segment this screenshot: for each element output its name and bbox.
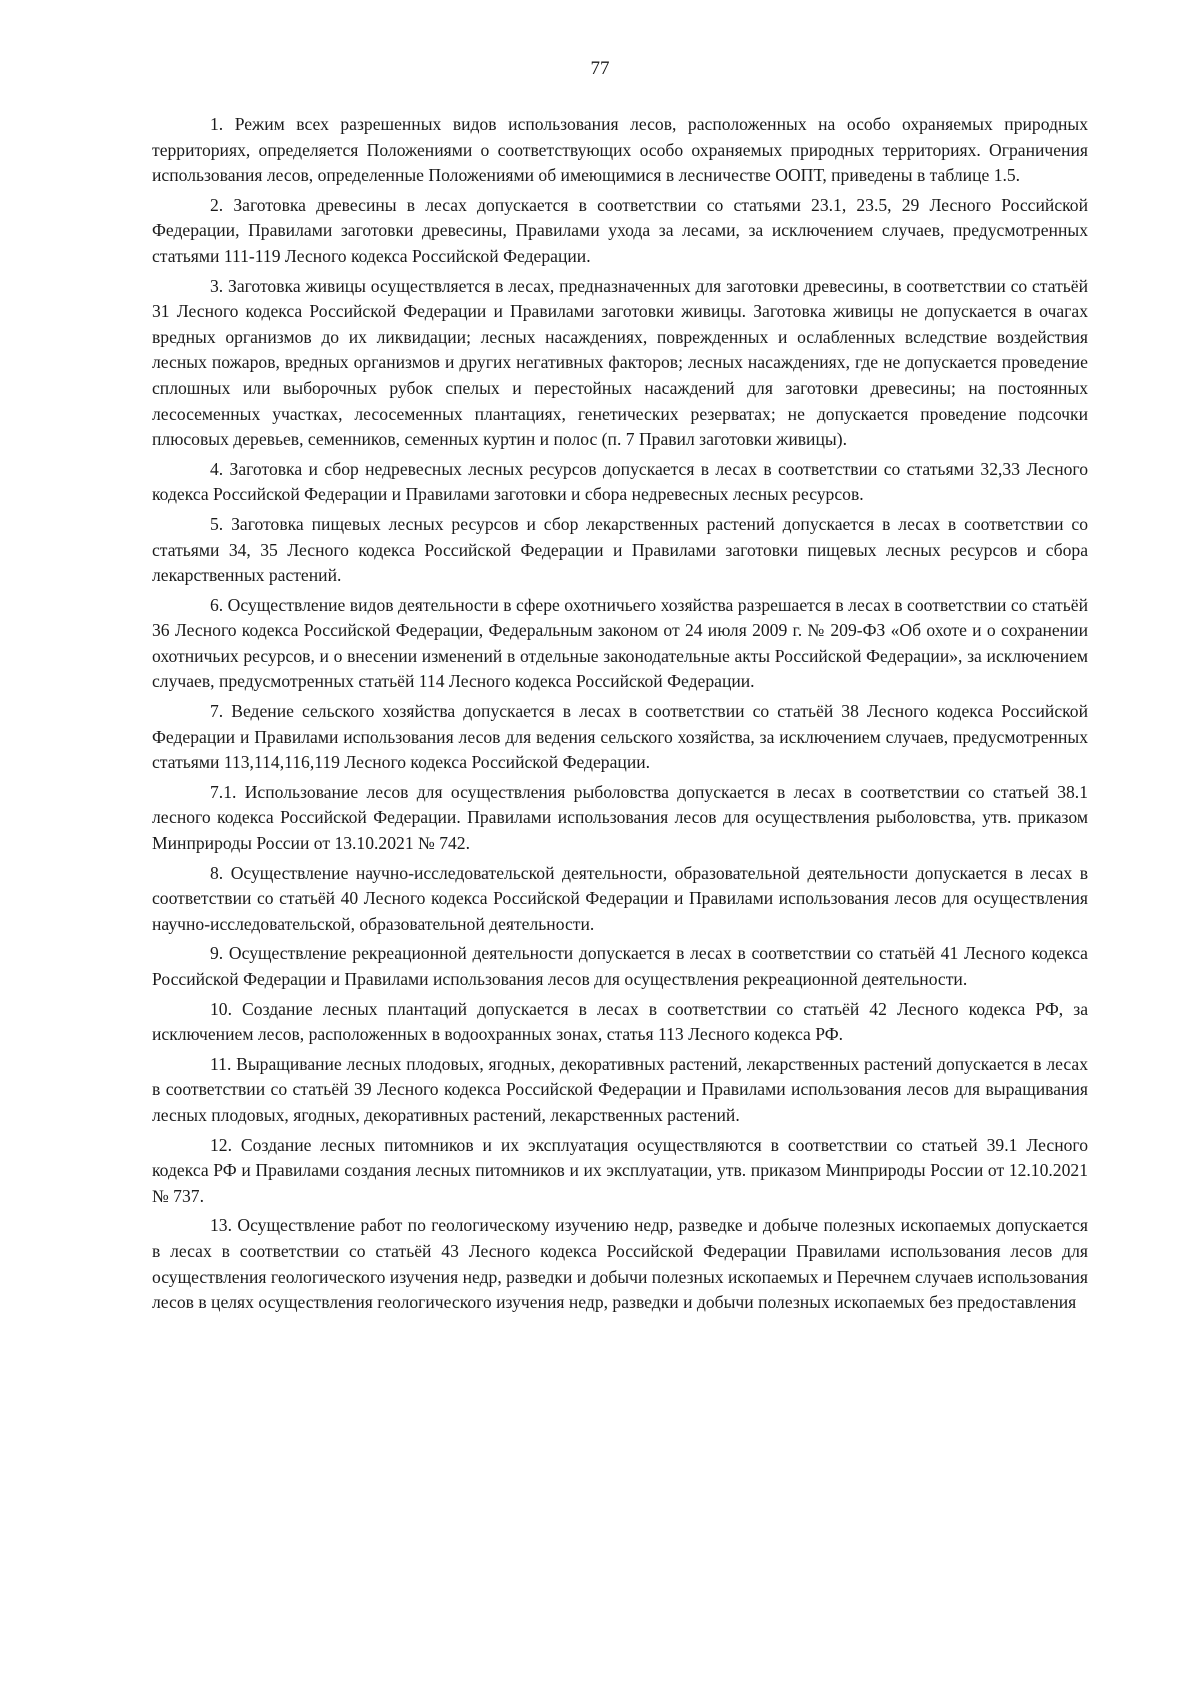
paragraph-10: 10. Создание лесных плантаций допускается в лесах в соответствии со статьёй 42 Лесного кодекса РФ, за исключением лесов, расположенных в водоохранных зонах, статья 113 Лесного кодекса РФ. (152, 998, 1088, 1045)
paragraph-4: 4. Заготовка и сбор недревесных лесных ресурсов допускается в лесах в соответствии со статьями 32,33 Лесного кодекса Российской Федерации и Правилами заготовки и сбора недревесных лесных ресурсов. (152, 458, 1088, 505)
paragraph-9: 9. Осуществление рекреационной деятельности допускается в лесах в соответствии со статьёй 41 Лесного кодекса Российской Федерации и Правилами использования лесов для осуществления рекреационной деятельности. (152, 943, 1088, 989)
paragraph-3: 3. Заготовка живицы осуществляется в лесах, предназначенных для заготовки древесины, в соответствии со статьёй 31 Лесного кодекса Российской Федерации и Правилами заготовки живицы. Заготовка живицы не допускается в очагах вредных организмов до их ликвидации; лесных насаждениях, поврежденных и ослабленных вследствие воздействия лесных пожаров, вредных организмов и других негативных факторов; лесных насаждениях, где не допускается проведение сплошных или выборочных рубок спелых и перестойных насаждений для заготовки древесины; на постоянных лесосеменных участках, лесосеменных плантациях, генетических резерватах; не допускается проведение подсочки плюсовых деревьев, семенников, семенных куртин и полос (п. 7 Правил заготовки живицы). (152, 275, 1088, 450)
paragraph-1: 1. Режим всех разрешенных видов использования лесов, расположенных на особо охраняемых природных территориях, определяется Положениями о соответствующих особо охраняемых природных территориях. Ограничения использования лесов, определенные Положениями об имеющимися в лесничестве ООПТ, приведены в таблице 1.5. (152, 114, 1088, 186)
paragraph-2: 2. Заготовка древесины в лесах допускается в соответствии со статьями 23.1, 23.5, 29 Лесного Российской Федерации, Правилами заготовки древесины, Правилами ухода за лесами, за исключением случаев, предусмотренных статьями 111-119 Лесного кодекса Российской Федерации. (152, 194, 1088, 266)
paragraph-12: 12. Создание лесных питомников и их эксплуатация осуществляются в соответствии со статьей 39.1 Лесного кодекса РФ и Правилами создания лесных питомников и их эксплуатации, утв. приказом Минприроды России от 12.10.2021 № 737. (152, 1134, 1088, 1206)
document-body (152, 112, 1088, 1320)
paragraph-11: 11. Выращивание лесных плодовых, ягодных, декоративных растений, лекарственных растений допускается в лесах в соответствии со статьёй 39 Лесного кодекса Российской Федерации и Правилами использования лесов для выращивания лесных плодовых, ягодных, декоративных растений, лекарственных растений. (152, 1053, 1088, 1125)
page-number: 77 (590, 58, 610, 79)
paragraph-8: 8. Осуществление научно-исследовательской деятельности, образовательной деятельности допускается в лесах в соответствии со статьёй 40 Лесного кодекса Российской Федерации и Правилами использования лесов для осуществления научно-исследовательской, образовательной деятельности. (152, 862, 1088, 934)
paragraph-7-1: 7.1. Использование лесов для осуществления рыболовства допускается в лесах в соответствии со статьей 38.1 лесного кодекса Российской Федерации. Правилами использования лесов для осуществления рыболовства, утв. приказом Минприроды России от 13.10.2021 № 742. (152, 781, 1088, 854)
paragraph-6: 6. Осуществление видов деятельности в сфере охотничьего хозяйства разрешается в лесах в соответствии со статьёй 36 Лесного кодекса Российской Федерации, Федеральным законом от 24 июля 2009 г. № 209-ФЗ «Об охоте и о сохранении охотничьих ресурсов, и о внесении изменений в отдельные законодательные акты Российской Федерации», за исключением случаев, предусмотренных статьёй 114 Лесного кодекса Российской Федерации. (152, 594, 1088, 692)
paragraph-7: 7. Ведение сельского хозяйства допускается в лесах в соответствии со статьёй 38 Лесного кодекса Российской Федерации и Правилами использования лесов для ведения сельского хозяйства, за исключением случаев, предусмотренных статьями 113,114,116,119 Лесного кодекса Российской Федерации. (152, 701, 1088, 773)
paragraph-13: 13. Осуществление работ по геологическому изучению недр, разведке и добыче полезных ископаемых допускается в лесах в соответствии со статьёй 43 Лесного кодекса Российской Федерации Правилами использования лесов для осуществления геологического изучения недр, разведки и добычи полезных ископаемых и Перечнем случаев использования лесов в целях осуществления геологического изучения недр, разведки и добычи полезных ископаемых без предоставления (152, 1215, 1088, 1313)
paragraph-5: 5. Заготовка пищевых лесных ресурсов и сбор лекарственных растений допускается в лесах в соответствии со статьями 34, 35 Лесного кодекса Российской Федерации и Правилами заготовки пищевых лесных ресурсов и сбора лекарственных растений. (152, 513, 1088, 586)
